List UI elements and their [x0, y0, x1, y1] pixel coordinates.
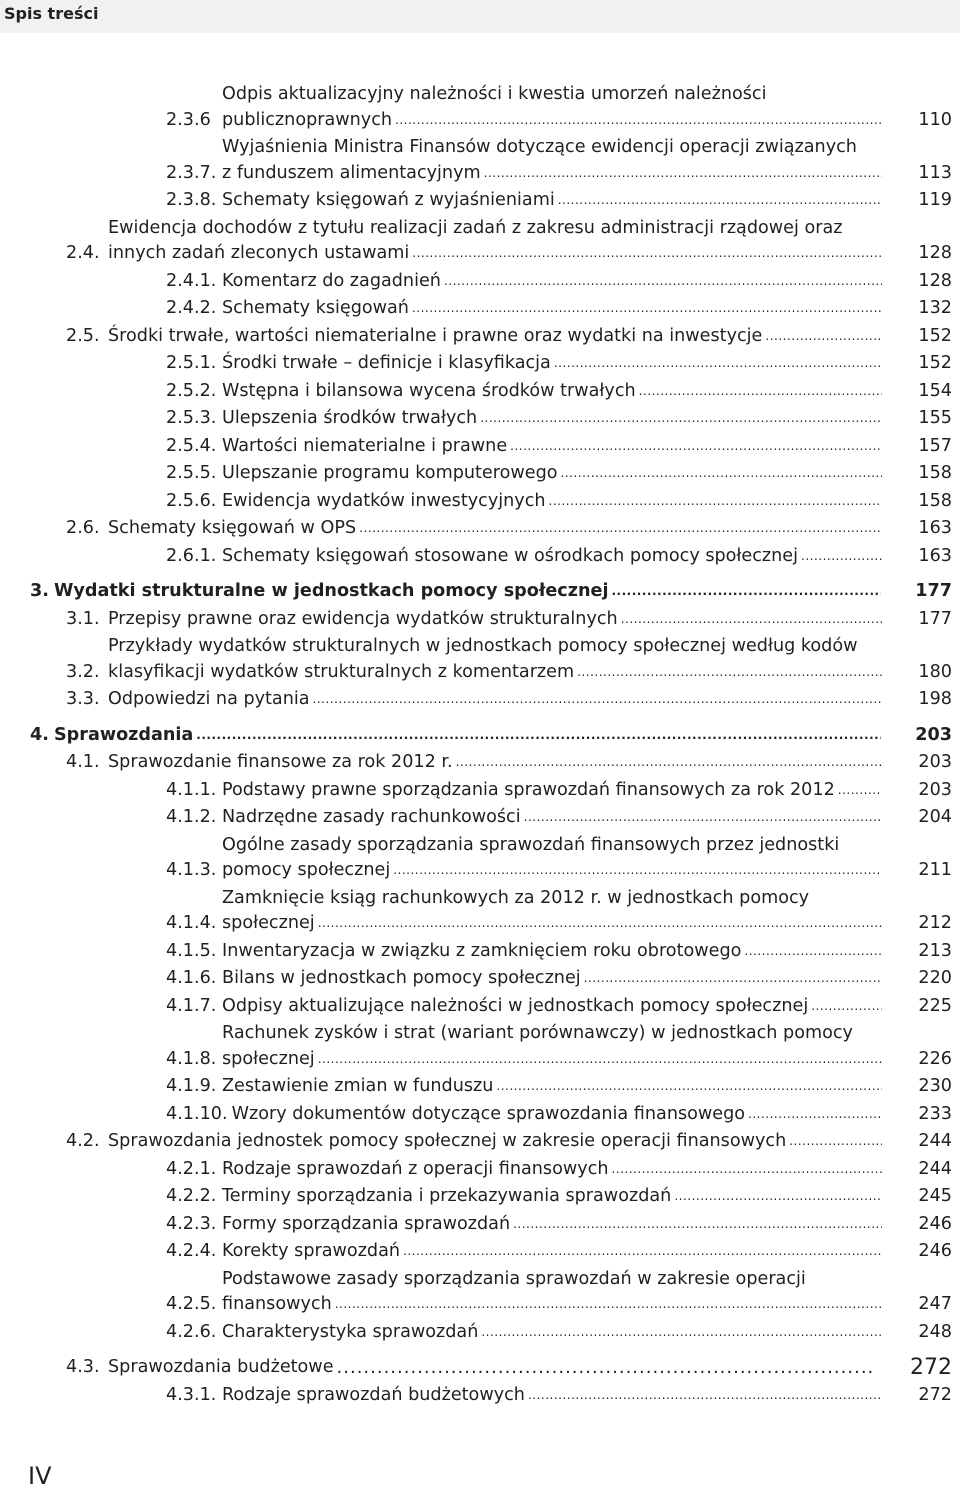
dot-leader	[561, 461, 882, 487]
toc-entry-body	[222, 939, 960, 965]
toc-entry-page: 110	[918, 109, 952, 130]
toc-entry[interactable]	[0, 966, 960, 992]
toc-entry-page: 244	[918, 1131, 952, 1151]
toc-entry-title-line: społecznej	[222, 913, 315, 933]
toc-entry[interactable]	[0, 778, 960, 804]
toc-entry-title-line: Podstawowe zasady sporządzania sprawozdań w zakresie operacji	[222, 1268, 806, 1289]
toc-entry[interactable]	[0, 188, 960, 214]
toc-entry-number: 4.1.3.	[166, 860, 217, 880]
toc-entry[interactable]	[0, 1021, 960, 1072]
toc-entry[interactable]	[0, 607, 960, 633]
toc-entry-page: 155	[918, 408, 952, 428]
toc-entry-number: 3.1.	[66, 608, 100, 629]
toc-entry-body	[232, 1102, 960, 1128]
toc-entry[interactable]	[0, 544, 960, 570]
toc-entry-body	[108, 687, 960, 713]
toc-entry-title-line: Przykłady wydatków strukturalnych w jednostkach pomocy społecznej według kodów	[108, 636, 858, 656]
toc-entry[interactable]	[0, 1157, 960, 1183]
toc-entry-title-line: Ewidencja dochodów z tytułu realizacji zadań z zakresu administracji rządowej oraz	[108, 217, 843, 238]
toc-entry-page: 154	[918, 380, 952, 401]
dot-leader	[318, 911, 882, 937]
dot-leader	[639, 379, 882, 405]
dot-leader	[496, 1074, 882, 1100]
toc-entry-title-line: Terminy sporządzania i przekazywania sprawozdań	[222, 1186, 672, 1206]
toc-entry-body	[222, 833, 960, 884]
toc-entry[interactable]	[0, 1355, 960, 1381]
toc-entry-title-line: Rachunek zysków i strat (wariant porównawczy) w jednostkach pomocy	[222, 1023, 853, 1043]
toc-entry-number: 3.3.	[66, 689, 100, 709]
toc-entry[interactable]	[0, 1102, 960, 1128]
dot-leader	[412, 296, 882, 322]
toc-entry-page: 157	[918, 435, 952, 456]
toc-entry-page: 203	[918, 779, 952, 800]
dot-leader	[744, 939, 882, 965]
toc-entry-body	[108, 750, 960, 776]
toc-entry[interactable]	[0, 994, 960, 1020]
toc-entry[interactable]	[0, 82, 960, 133]
toc-entry-page: 132	[918, 298, 952, 318]
dot-leader	[549, 489, 882, 515]
dot-leader	[577, 660, 882, 686]
toc-entry-number: 2.4.2.	[166, 298, 217, 318]
dot-leader	[412, 241, 882, 267]
toc-entry-page: 247	[918, 1294, 952, 1314]
dot-leader	[838, 778, 882, 804]
toc-entry-number: 2.3.8.	[166, 190, 217, 210]
toc-entry-title-line: Schematy księgowań w OPS	[108, 518, 357, 538]
toc-entry-title-line: Przepisy prawne oraz ewidencja wydatków strukturalnych	[108, 608, 618, 629]
toc-entry-title-line: społecznej	[222, 1048, 315, 1069]
toc-entry-number: 4.3.	[66, 1357, 100, 1377]
toc-entry-number: 4.2.3.	[166, 1213, 217, 1234]
dot-leader	[524, 805, 882, 831]
toc-entry-title-line: Odpisy aktualizujące należności w jednostkach pomocy społecznej	[222, 995, 809, 1016]
toc-entry-page: 158	[918, 463, 952, 483]
toc-entry-number: 4.2.2.	[166, 1186, 217, 1206]
toc-entry-title-line: Formy sporządzania sprawozdań	[222, 1213, 511, 1234]
toc-entry-page: 213	[918, 940, 952, 961]
toc-entry-page: 211	[918, 860, 952, 880]
toc-entry-body	[108, 216, 960, 267]
toc-entry[interactable]	[0, 379, 960, 405]
dot-leader	[196, 723, 881, 749]
toc-entry[interactable]	[0, 939, 960, 965]
toc-entry[interactable]	[0, 1212, 960, 1238]
toc-entry-number: 2.5.3.	[166, 408, 217, 428]
toc-entry-number: 2.5.5.	[166, 463, 217, 483]
toc-entry[interactable]	[0, 461, 960, 487]
toc-entry-body	[222, 434, 960, 460]
toc-entry-body	[222, 1021, 960, 1072]
toc-entry-title-line: Schematy księgowań	[222, 298, 409, 318]
toc-entry-number: 4.2.	[66, 1131, 100, 1151]
toc-entry-page: 230	[918, 1076, 952, 1096]
toc-entry[interactable]	[0, 135, 960, 186]
toc-entry-page: 203	[915, 724, 952, 745]
toc-entry-page: 177	[915, 581, 952, 601]
dot-leader	[484, 161, 882, 187]
toc-entry-body	[222, 1212, 960, 1238]
toc-entry-title-line: Sprawozdania jednostek pomocy społecznej w zakresie operacji finansowych	[108, 1131, 787, 1151]
toc-entry[interactable]	[0, 687, 960, 713]
dot-leader	[765, 324, 882, 350]
toc-entry-page: 180	[918, 661, 952, 682]
toc-entry-page: 244	[918, 1158, 952, 1179]
toc-entry-body	[222, 489, 960, 515]
toc-entry-title-line: finansowych	[222, 1294, 332, 1314]
toc-entry[interactable]	[0, 579, 960, 605]
toc-entry-number: 2.6.1.	[166, 545, 217, 566]
toc-entry-page: 248	[918, 1321, 952, 1342]
toc-entry-body	[222, 805, 960, 831]
toc-entry[interactable]	[0, 805, 960, 831]
toc-entry-title-line: Schematy księgowań stosowane w ośrodkach pomocy społecznej	[222, 545, 799, 566]
toc-entry[interactable]	[0, 1320, 960, 1346]
toc-entry-number: 4.1.8.	[166, 1048, 217, 1069]
toc-entry-title-line: Wzory dokumentów dotyczące sprawozdania finansowego	[231, 1103, 746, 1124]
toc-entry-body	[222, 379, 960, 405]
dot-leader	[403, 1239, 882, 1265]
toc-entry-page: 152	[918, 353, 952, 373]
toc-entry-body	[108, 634, 960, 685]
dot-leader	[395, 108, 882, 134]
toc-entry-body	[222, 1267, 960, 1318]
dot-leader	[611, 1157, 882, 1183]
dot-leader	[481, 1320, 882, 1346]
toc-entry-title-line: pomocy społecznej	[222, 860, 391, 880]
toc-entry[interactable]	[0, 434, 960, 460]
toc-entry-page: 233	[918, 1103, 952, 1124]
dot-leader	[337, 1355, 876, 1381]
toc-entry-page: 245	[918, 1186, 952, 1206]
toc-entry-title-line: Wstępna i bilansowa wycena środków trwałych	[222, 380, 636, 401]
toc-entry-title-line: innych zadań zleconych ustawami	[108, 243, 410, 263]
toc-entry-number: 4.3.1.	[166, 1384, 217, 1405]
toc-entry-body	[222, 82, 960, 133]
dot-leader	[554, 351, 882, 377]
toc-entry-number: 4.1.5.	[166, 940, 217, 961]
toc-entry-body	[222, 296, 960, 322]
toc-entry[interactable]	[0, 324, 960, 350]
toc-entry-title-line: Środki trwałe, wartości niematerialne i prawne oraz wydatki na inwestycje	[108, 325, 763, 346]
dot-leader	[611, 579, 881, 605]
toc-entry-number: 4.	[30, 724, 49, 745]
toc-entry-number: 4.2.6.	[166, 1321, 217, 1342]
toc-entry-body	[222, 269, 960, 295]
toc-entry-title-line: Sprawozdania budżetowe	[108, 1357, 334, 1377]
toc-entry-title-line: Schematy księgowań z wyjaśnieniami	[222, 190, 555, 210]
toc-entry-number: 2.5.6.	[166, 490, 217, 511]
toc-entry-number: 3.2.	[66, 661, 100, 682]
toc-entry-page: 158	[918, 490, 952, 511]
toc-entry-page: 225	[918, 995, 952, 1016]
toc-entry-page: 163	[918, 545, 952, 566]
toc-entry-page: 152	[918, 325, 952, 346]
toc-entry-title-line: Charakterystyka sprawozdań	[222, 1321, 479, 1342]
dot-leader	[335, 1292, 882, 1318]
toc-entry-page: 198	[918, 689, 952, 709]
toc-entry-number: 4.1.6.	[166, 968, 217, 988]
dot-leader	[510, 434, 882, 460]
toc-entry-body	[222, 406, 960, 432]
page-number: IV	[28, 1462, 52, 1490]
page-header-title: Spis treści	[4, 4, 99, 23]
toc-entry-title-line: Korekty sprawozdań	[222, 1241, 401, 1261]
toc-entry-title-line: Rodzaje sprawozdań budżetowych	[222, 1384, 525, 1405]
toc-entry-number: 4.1.2.	[166, 807, 217, 827]
toc-entry-number: 2.5.1.	[166, 353, 217, 373]
dot-leader	[480, 406, 882, 432]
toc-entry-title-line: Ulepszanie programu komputerowego	[222, 463, 558, 483]
toc-entry-body	[222, 966, 960, 992]
toc-entry[interactable]	[0, 351, 960, 377]
toc-entry-number: 2.5.2.	[166, 380, 217, 401]
toc-entry-body	[54, 579, 960, 605]
dot-leader	[789, 1129, 882, 1155]
toc-entry[interactable]	[0, 489, 960, 515]
toc-entry-title-line: Wyjaśnienia Ministra Finansów dotyczące ewidencji operacji związanych	[222, 137, 857, 157]
toc-entry-title-line: Nadrzędne zasady rachunkowości	[222, 807, 521, 827]
toc-entry-number: 4.1.7.	[166, 995, 217, 1016]
toc-entry-number: 2.3.6	[166, 109, 211, 130]
toc-entry-title-line: Inwentaryzacja w związku z zamknięciem roku obrotowego	[222, 940, 742, 961]
toc-entry[interactable]	[0, 1267, 960, 1318]
toc-entry-title-line: z funduszem alimentacyjnym	[222, 162, 481, 183]
toc-entry-body	[222, 188, 960, 214]
toc-entry-body	[54, 723, 960, 749]
toc-entry-title-line: Środki trwałe – definicje i klasyfikacja	[222, 353, 551, 373]
toc-entry-number: 2.6.	[66, 518, 100, 538]
toc-entry-title-line: klasyfikacji wydatków strukturalnych z komentarzem	[108, 661, 575, 682]
toc-entry-body	[108, 1355, 960, 1381]
dot-leader	[456, 750, 882, 776]
toc-entry[interactable]	[0, 1129, 960, 1155]
dot-leader	[621, 607, 882, 633]
toc-entry-title-line: publicznoprawnych	[222, 109, 393, 130]
toc-entry-page: 119	[918, 190, 952, 210]
dot-leader	[748, 1102, 882, 1128]
toc-entry[interactable]	[0, 269, 960, 295]
toc-entry[interactable]	[0, 1184, 960, 1210]
dot-leader	[318, 1047, 882, 1073]
toc-entry-page: 272	[918, 1384, 952, 1405]
toc-entry-body	[222, 461, 960, 487]
toc-entry-body	[222, 1320, 960, 1346]
toc-entry-body	[222, 1239, 960, 1265]
toc-entry-page: 163	[918, 518, 952, 538]
toc-entry-title-line: Sprawozdanie finansowe za rok 2012 r.	[108, 752, 453, 772]
toc-entry[interactable]	[0, 216, 960, 267]
toc-entry-body	[108, 324, 960, 350]
dot-leader	[801, 544, 882, 570]
toc-entry-number: 2.5.	[66, 325, 100, 346]
toc-entry[interactable]	[0, 1074, 960, 1100]
toc-entry[interactable]	[0, 406, 960, 432]
toc-entry-body	[222, 135, 960, 186]
dot-leader	[528, 1383, 882, 1409]
toc-entry-page: 246	[918, 1213, 952, 1234]
toc-entry-number: 2.5.4.	[166, 435, 217, 456]
toc-entry[interactable]	[0, 750, 960, 776]
toc-entry-title-line: Ulepszenia środków trwałych	[222, 408, 478, 428]
toc-entry[interactable]	[0, 723, 960, 749]
toc-entry-title-line: Ogólne zasady sporządzania sprawozdań finansowych przez jednostki	[222, 834, 840, 855]
toc-entry[interactable]	[0, 1239, 960, 1265]
toc-entry-body	[222, 1184, 960, 1210]
toc-entry-page: 128	[918, 270, 952, 291]
toc-entry-number: 2.4.	[66, 243, 100, 263]
toc-entry-body	[222, 1157, 960, 1183]
toc-entry-page: 204	[918, 807, 952, 827]
toc-entry-title-line: Ewidencja wydatków inwestycyjnych	[222, 490, 546, 511]
toc-entry-page: 212	[918, 913, 952, 933]
dot-leader	[393, 858, 882, 884]
dot-leader	[513, 1212, 882, 1238]
dot-leader	[558, 188, 882, 214]
toc-entry-body	[108, 607, 960, 633]
toc-entry-title-line: Podstawy prawne sporządzania sprawozdań finansowych za rok 2012	[222, 779, 835, 800]
toc-entry-page: 220	[918, 968, 952, 988]
table-of-contents	[0, 82, 960, 1410]
toc-entry-number: 2.4.1.	[166, 270, 217, 291]
toc-entry-body	[222, 886, 960, 937]
toc-entry-title-line: Bilans w jednostkach pomocy społecznej	[222, 968, 581, 988]
toc-entry[interactable]	[0, 1383, 960, 1409]
toc-entry-page: 226	[918, 1048, 952, 1069]
dot-leader	[811, 994, 882, 1020]
toc-entry[interactable]	[0, 516, 960, 542]
toc-entry-number: 4.1.	[66, 752, 100, 772]
toc-entry[interactable]	[0, 296, 960, 322]
toc-entry-page: 272	[910, 1355, 952, 1380]
dot-leader	[584, 966, 882, 992]
toc-entry-title-line: Wydatki strukturalne w jednostkach pomocy społecznej	[54, 581, 609, 601]
toc-entry-number: 4.2.4.	[166, 1241, 217, 1261]
dot-leader	[674, 1184, 882, 1210]
toc-entry-number: 4.1.10.	[166, 1103, 228, 1124]
toc-entry-page: 113	[918, 162, 952, 183]
toc-entry-title-line: Zamknięcie ksiąg rachunkowych za 2012 r. w jednostkach pomocy	[222, 887, 810, 908]
toc-entry-body	[222, 1383, 960, 1409]
toc-entry-number: 4.2.5.	[166, 1294, 217, 1314]
toc-entry-page: 177	[918, 608, 952, 629]
header-band	[0, 0, 960, 33]
toc-entry-body	[222, 778, 960, 804]
toc-entry-page: 246	[918, 1241, 952, 1261]
toc-entry-number: 3.	[30, 581, 49, 601]
toc-entry-number: 4.1.1.	[166, 779, 217, 800]
toc-entry-title-line: Zestawienie zmian w funduszu	[222, 1076, 494, 1096]
toc-entry-number: 2.3.7.	[166, 162, 217, 183]
dot-leader	[359, 516, 882, 542]
toc-entry[interactable]	[0, 634, 960, 685]
toc-entry-body	[222, 994, 960, 1020]
toc-entry-title-line: Odpowiedzi na pytania	[108, 689, 310, 709]
toc-entry-body	[108, 516, 960, 542]
toc-entry-title-line: Sprawozdania	[54, 724, 194, 745]
toc-entry[interactable]	[0, 886, 960, 937]
toc-entry-title-line: Rodzaje sprawozdań z operacji finansowych	[222, 1158, 609, 1179]
toc-entry-title-line: Odpis aktualizacyjny należności i kwestia umorzeń należności	[222, 84, 767, 104]
toc-entry-number: 4.2.1.	[166, 1158, 217, 1179]
toc-entry-body	[108, 1129, 960, 1155]
toc-entry-body	[222, 1074, 960, 1100]
toc-entry-title-line: Komentarz do zagadnień	[222, 270, 441, 291]
dot-leader	[444, 269, 882, 295]
toc-entry-page: 203	[918, 752, 952, 772]
toc-entry-body	[222, 351, 960, 377]
toc-entry-title-line: Wartości niematerialne i prawne	[222, 435, 508, 456]
toc-entry-number: 4.1.4.	[166, 913, 217, 933]
toc-entry-body	[222, 544, 960, 570]
toc-entry-number: 4.1.9.	[166, 1076, 217, 1096]
dot-leader	[313, 687, 882, 713]
toc-entry[interactable]	[0, 833, 960, 884]
toc-entry-page: 128	[918, 243, 952, 263]
